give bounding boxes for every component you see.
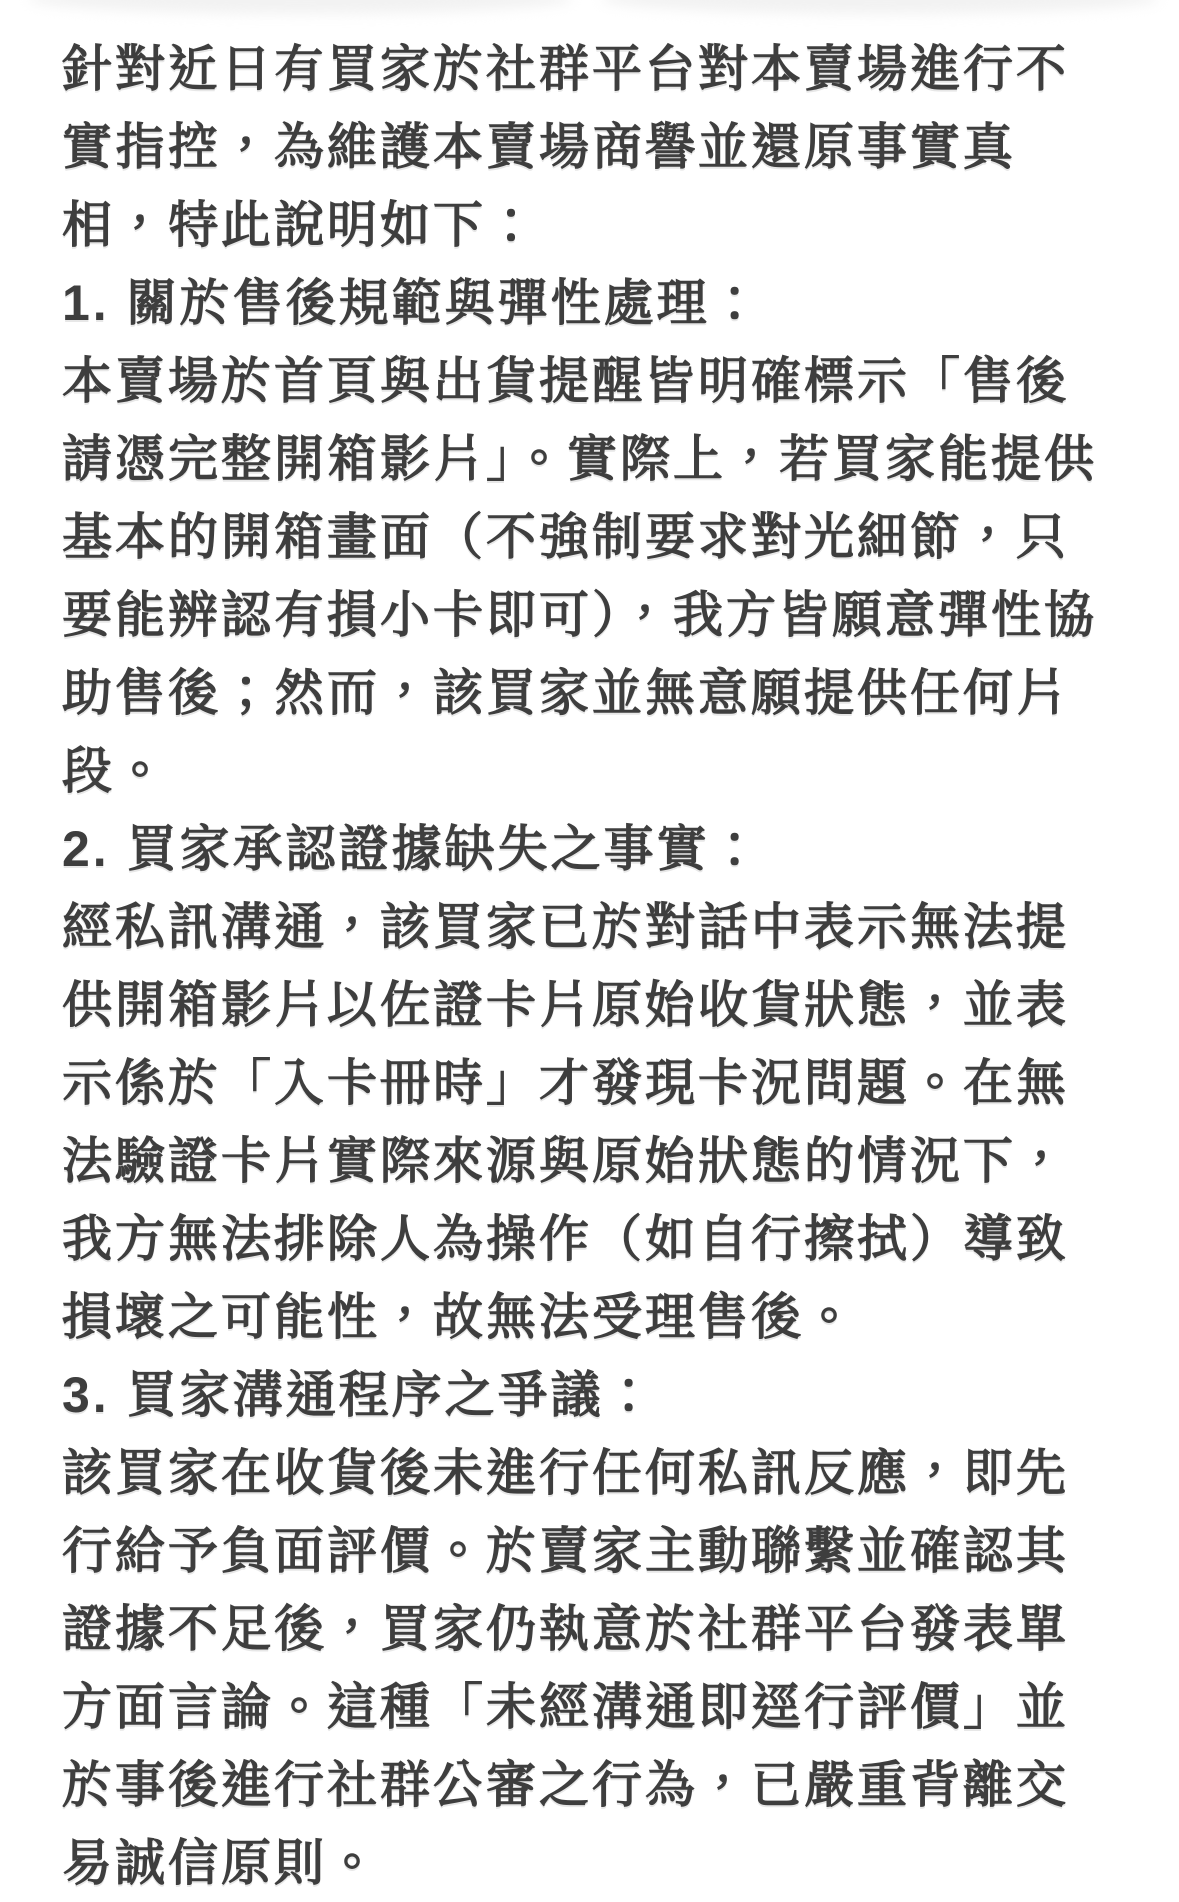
section-1-body: 本賣場於首頁與出貨提醒皆明確標示「售後請憑完整開箱影片」。實際上，若買家能提供基本的開箱畫面（不強制要求對光細節，只要能辨認有損小卡即可），我方皆願意彈性協助售後；然而，該買家並無意願提供任何片段。 [62, 353, 1097, 799]
seller-statement-text [62, 30, 1120, 1902]
statement-intro: 針對近日有買家於社群平台對本賣場進行不實指控，為維護本賣場商譽並還原事實真相，特此說明如下： [62, 41, 1069, 253]
section-3-heading: 3. 買家溝通程序之爭議： [62, 1367, 657, 1423]
section-1-heading: 1. 關於售後規範與彈性處理： [62, 275, 763, 331]
section-2-body: 經私訊溝通，該買家已於對話中表示無法提供開箱影片以佐證卡片原始收貨狀態，並表示係於「入卡冊時」才發現卡況問題。在無法驗證卡片實際來源與原始狀態的情況下，我方無法排除人為操作（如自行擦拭）導致損壞之可能性，故無法受理售後。 [62, 899, 1069, 1345]
section-2-heading: 2. 買家承認證據缺失之事實： [62, 821, 763, 877]
top-blur-remnant-left [28, 0, 573, 14]
top-blur-remnant-right [600, 0, 1160, 14]
section-3-body: 該買家在收貨後未進行任何私訊反應，即先行給予負面評價。於賣家主動聯繫並確認其證據不足後，買家仍執意於社群平台發表單方面言論。這種「未經溝通即逕行評價」並於事後進行社群公審之行為，已嚴重背離交易誠信原則。 [62, 1445, 1069, 1891]
